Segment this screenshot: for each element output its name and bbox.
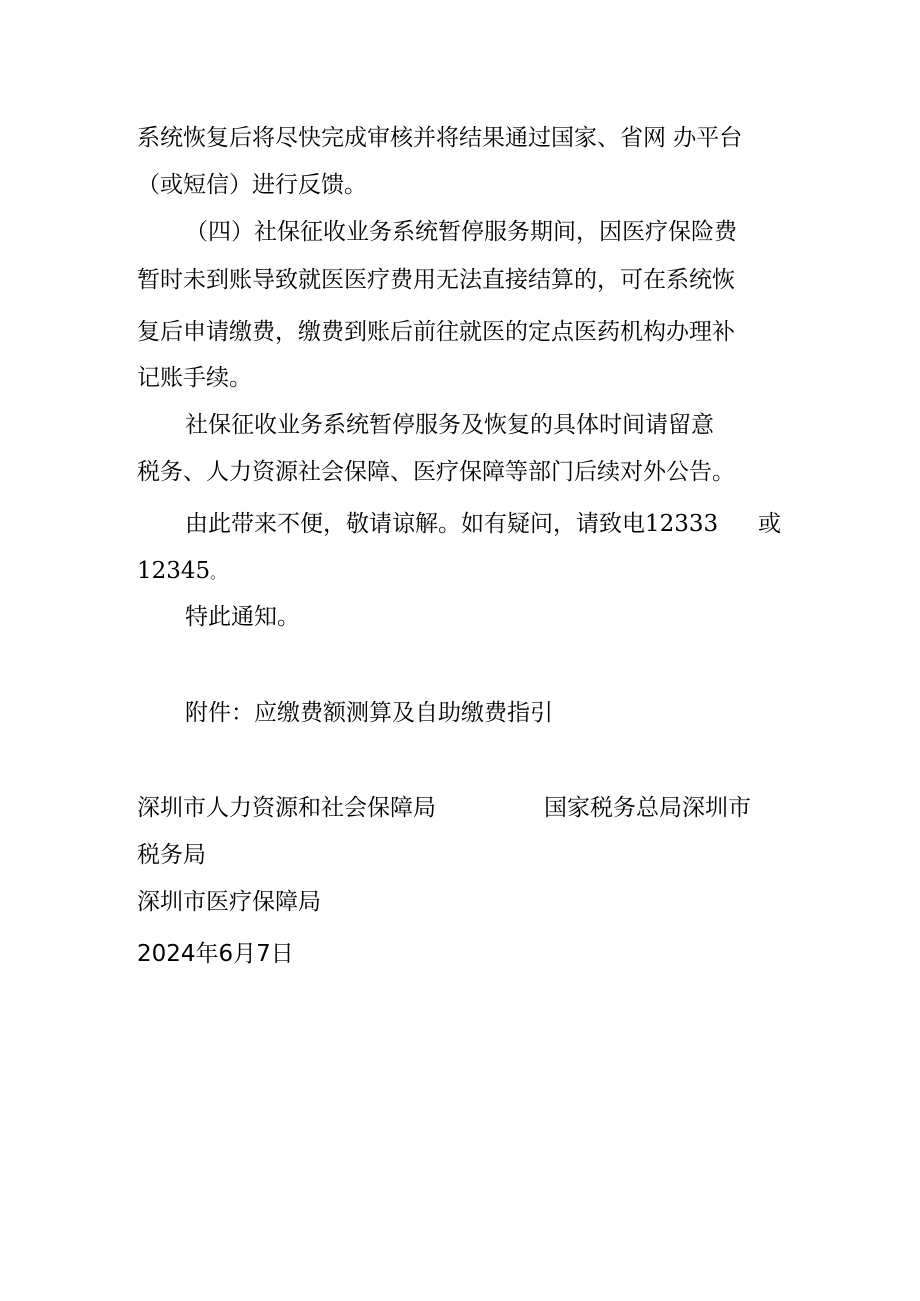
contact-or: 或: [758, 511, 781, 537]
contact-line-2: [137, 556, 225, 588]
signature-tax-bureau-part1: 国家税务总局深圳市: [544, 795, 751, 821]
body-line-4: 暂时未到账导致就医医疗费用无法直接结算的，可在系统恢: [137, 267, 735, 293]
body-line-7: 社保征收业务系统暂停服务及恢复的具体时间请留意: [185, 412, 714, 438]
body-line-5: 复后申请缴费，缴费到账后前往就医的定点医药机构办理补: [137, 319, 735, 345]
attachment-note: 附件：应缴费额测算及自助缴费指引: [185, 700, 553, 726]
signature-medical-bureau: 深圳市医疗保障局: [137, 889, 321, 915]
closing-text: 特此通知。: [185, 604, 300, 630]
contact-line: [185, 509, 718, 539]
phone-number-1: 12333: [645, 511, 719, 537]
body-line-6: 记账手续。: [137, 365, 252, 391]
signature-tax-bureau-part2: 税务局: [137, 842, 206, 868]
signature-date: 2024年6月7日: [137, 941, 294, 967]
body-line-1: 系统恢复后将尽快完成审核并将结果通过国家、省网 办平台: [137, 125, 743, 151]
period: 。: [210, 564, 226, 582]
body-line-2: （或短信）进行反馈。: [137, 172, 367, 198]
body-line-8: 税务、人力资源社会保障、医疗保障等部门后续对外公告。: [137, 459, 735, 485]
body-line-3: （四）社保征收业务系统暂停服务期间，因医疗保险费: [185, 219, 737, 245]
signature-hr-bureau: 深圳市人力资源和社会保障局: [137, 795, 436, 821]
contact-prefix: 由此带来不便，敬请谅解。如有疑问，请致电: [185, 511, 645, 537]
phone-number-2: 12345: [137, 558, 211, 584]
